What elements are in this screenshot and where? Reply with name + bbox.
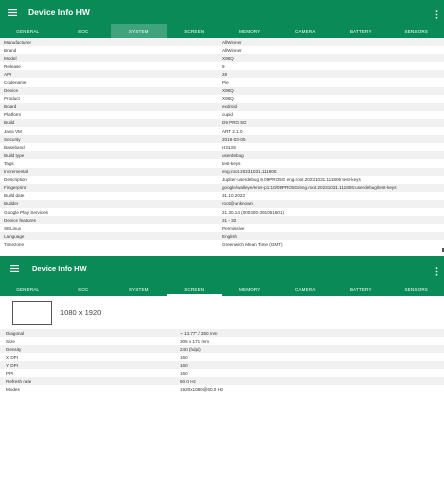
row-key: Build date	[4, 193, 25, 199]
tab-memory[interactable]: MEMORY	[239, 28, 261, 34]
row-value: English	[222, 233, 238, 239]
screen-resolution: 1080 x 1920	[60, 308, 102, 317]
row-value: ART 2.1.0	[222, 128, 243, 134]
table-row	[0, 103, 444, 111]
tab-battery[interactable]: BATTERY	[349, 286, 372, 292]
table-row	[0, 159, 444, 167]
table-row	[0, 377, 444, 385]
table-row	[0, 369, 444, 377]
table-row	[0, 54, 444, 62]
hamburger-menu-icon[interactable]	[0, 265, 28, 272]
tab-soc[interactable]: SOC	[78, 286, 89, 292]
table-row	[0, 385, 444, 393]
row-key: Refresh rate	[6, 378, 32, 384]
row-value: AllWinner	[222, 39, 242, 45]
row-value: 1920x1080@60.0 Hz	[180, 386, 224, 392]
row-value: Pie	[222, 80, 229, 86]
row-value: userdebug	[222, 152, 244, 158]
tab-system[interactable]: SYSTEM	[128, 286, 149, 292]
table-row	[0, 240, 444, 248]
row-value: test-keys	[222, 160, 241, 166]
tab-general[interactable]: GENERAL	[16, 286, 40, 292]
row-key: Builder	[4, 201, 19, 207]
row-value: google/walleye/eros-p1:10/09PRO5G/eng.root.20231031.111806:userdebug/test-keys	[222, 185, 397, 191]
app-bar	[0, 0, 444, 38]
row-value: 9	[222, 63, 225, 69]
row-key: Platform	[4, 112, 22, 118]
table-row	[0, 353, 444, 361]
tab-screen[interactable]: SCREEN	[167, 282, 223, 296]
row-value: ~ 13.77" / 350 mm	[180, 330, 218, 336]
screen-info-table[interactable]	[0, 329, 444, 393]
row-value: AllWinner	[222, 47, 242, 53]
screen-preview	[0, 296, 444, 329]
row-value: 31 - 32	[222, 217, 237, 223]
table-row	[0, 337, 444, 345]
row-key: Tags	[4, 160, 14, 166]
table-row	[0, 143, 444, 151]
tab-camera[interactable]: CAMERA	[294, 28, 316, 34]
tab-system[interactable]: SYSTEM	[111, 24, 167, 38]
row-value: cupid	[222, 112, 233, 118]
row-key: Model	[4, 55, 17, 61]
row-value: eng.root.20231031.111806	[222, 169, 277, 175]
row-key: Diagonal	[6, 330, 25, 336]
row-value: Jupiter-userdebug 9.09PRO5G eng.root.20231031.111806 test-keys	[222, 177, 361, 183]
row-value: D9 PRO 5G	[222, 120, 247, 126]
row-value: 240 (hdpi)	[180, 346, 201, 352]
tab-screen[interactable]: SCREEN	[184, 28, 205, 34]
row-value: 28	[222, 71, 228, 77]
row-key: X DPI	[6, 354, 18, 360]
table-row	[0, 151, 444, 159]
table-row	[0, 119, 444, 127]
row-key: Density	[6, 346, 22, 352]
row-key: Build type	[4, 152, 25, 158]
screen-rectangle-icon	[12, 301, 52, 325]
table-row	[0, 95, 444, 103]
tab-bar	[0, 24, 444, 38]
row-key: Java VM	[4, 128, 22, 134]
row-key: SELinux	[4, 225, 22, 231]
table-row	[0, 224, 444, 232]
table-row	[0, 111, 444, 119]
row-key: Codename	[4, 80, 27, 86]
row-key: Modes	[6, 386, 20, 392]
row-value: X96Q	[222, 55, 234, 61]
row-key: Google Play Services	[4, 209, 48, 215]
row-key: Incremental	[4, 169, 29, 175]
row-value: 31.10.2023	[222, 193, 245, 199]
table-row	[0, 78, 444, 86]
row-key: Security	[4, 136, 21, 142]
hamburger-menu-icon[interactable]	[0, 9, 24, 16]
table-row	[0, 345, 444, 353]
row-value: Greenwich Mean Time (GMT)	[222, 241, 283, 247]
row-value: Permissive	[222, 225, 245, 231]
app-title: Device Info HW	[32, 263, 87, 273]
row-value: 305 x 171 mm	[180, 338, 210, 344]
table-row	[0, 127, 444, 135]
app-bar	[0, 256, 444, 296]
row-key: Board	[4, 104, 17, 110]
table-row	[0, 361, 444, 369]
row-key: Build	[4, 120, 15, 126]
row-key: Manufacturer	[4, 39, 32, 45]
tab-memory[interactable]: MEMORY	[239, 286, 261, 292]
table-row	[0, 216, 444, 224]
row-value: 60.0 Hz	[180, 378, 196, 384]
row-key: Device	[4, 88, 19, 94]
row-key: API	[4, 71, 12, 77]
table-row	[0, 38, 444, 46]
row-value: root@unknown	[222, 201, 253, 207]
table-row	[0, 176, 444, 184]
tab-camera[interactable]: CAMERA	[294, 286, 316, 292]
row-value: 160	[180, 354, 188, 360]
row-key: Release	[4, 63, 21, 69]
tab-general[interactable]: GENERAL	[16, 28, 40, 34]
row-value: 160	[180, 362, 188, 368]
row-value: exdroid	[222, 104, 238, 110]
more-vert-icon[interactable]	[435, 6, 438, 24]
row-key: Description	[4, 177, 27, 183]
row-value: X96Q	[222, 88, 234, 94]
table-row	[0, 62, 444, 70]
more-vert-icon[interactable]	[435, 263, 438, 281]
row-value: X96Q	[222, 96, 234, 102]
row-key: Language	[4, 233, 25, 239]
row-key: Size	[6, 338, 15, 344]
tab-battery[interactable]: BATTERY	[349, 28, 372, 34]
row-key: Baseband	[4, 144, 25, 150]
row-key: Device features	[4, 217, 36, 223]
row-value: 2019-03-05	[222, 136, 246, 142]
row-key: Timezone	[4, 241, 24, 247]
table-row	[0, 329, 444, 337]
tab-soc[interactable]: SOC	[78, 28, 89, 34]
table-row	[0, 184, 444, 192]
tab-sensors[interactable]: SENSORS	[404, 286, 428, 292]
table-row	[0, 200, 444, 208]
app-title: Device Info HW	[28, 7, 90, 17]
row-key: PPI	[6, 370, 14, 376]
row-key: Brand	[4, 47, 17, 53]
table-row	[0, 192, 444, 200]
row-key: Product	[4, 96, 20, 102]
row-key: Y DPI	[6, 362, 18, 368]
table-row	[0, 70, 444, 78]
system-info-table[interactable]	[0, 38, 444, 248]
table-row	[0, 87, 444, 95]
row-value: H313S	[222, 144, 237, 150]
tab-sensors[interactable]: SENSORS	[404, 28, 428, 34]
table-row	[0, 208, 444, 216]
row-value: 160	[180, 370, 188, 376]
row-value: 21.30.14 (000300-391051601)	[222, 209, 285, 215]
table-row	[0, 46, 444, 54]
screen-screen	[0, 256, 444, 414]
table-row	[0, 232, 444, 240]
table-row	[0, 135, 444, 143]
row-key: Fingerprint	[4, 185, 26, 191]
tab-bar	[0, 282, 444, 296]
table-row	[0, 168, 444, 176]
